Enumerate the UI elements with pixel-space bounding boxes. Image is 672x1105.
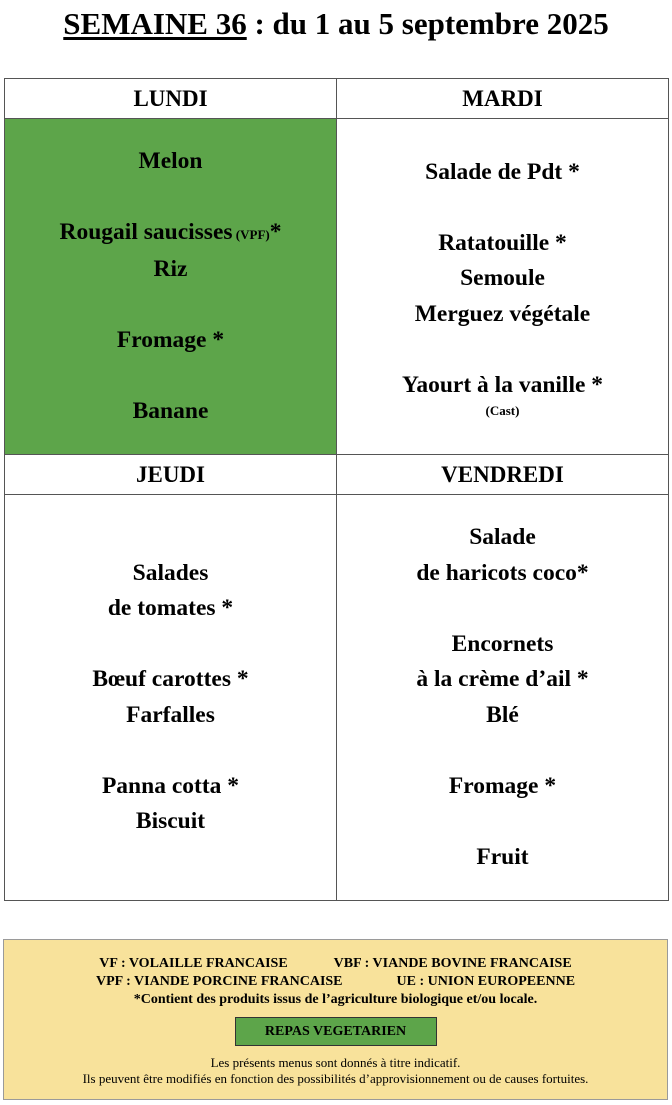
header-row-2 — [5, 455, 669, 495]
menu-item: Rougail saucisses (VPF)* — [59, 218, 282, 245]
legend-row-2 — [4, 973, 667, 991]
menu-item: Fruit — [476, 843, 529, 870]
origin-tag: (VPF) — [232, 226, 270, 242]
menu-item: Ratatouille * — [438, 229, 567, 256]
menu-item: Panna cotta * — [101, 772, 240, 799]
menu-item: de tomates * — [107, 595, 234, 621]
bio-asterisk: * — [269, 218, 282, 245]
legend-ue: UE : UNION EUROPEENNE — [396, 974, 576, 989]
menu-item: Fromage * — [116, 327, 225, 353]
menu-item: Blé — [486, 701, 519, 728]
tuesday-menu — [337, 119, 669, 455]
disclaimer-line-2: Ils peuvent être modifiés en fonction des possibilités d’approvisionnement ou de causes fortuites. — [82, 1071, 589, 1086]
date-range: : du 1 au 5 septembre 2025 — [246, 6, 609, 41]
menu-item: de haricots coco* — [416, 559, 589, 586]
legend-vbf: VBF : VIANDE BOVINE FRANCAISE — [333, 956, 572, 971]
disclaimer-line-1: Les présents menus sont donnés à titre indicatif. — [210, 1055, 461, 1070]
menu-item — [337, 733, 668, 769]
menu-item: Salade — [469, 524, 536, 550]
menu-item: Fromage * — [448, 772, 557, 799]
disclaimer — [4, 1055, 667, 1087]
menu-item — [5, 627, 336, 663]
menu-item — [337, 332, 668, 368]
menu-item: Semoule — [460, 265, 545, 292]
legend-bio-note: *Contient des produits issus de l’agriculture biologique et/ou locale. — [133, 992, 538, 1007]
menu-item: Banane — [132, 398, 209, 424]
menu-item: Encornets — [451, 630, 554, 657]
menu-row-1 — [5, 119, 669, 455]
legend-vpf: VPF : VIANDE PORCINE FRANCAISE — [95, 974, 343, 989]
menu-item: Farfalles — [126, 701, 215, 728]
menu-item — [5, 179, 336, 215]
menu-note: (Cast) — [485, 403, 520, 419]
day-header-friday: VENDREDI — [337, 455, 669, 495]
menu-item — [5, 733, 336, 769]
menu-item: Biscuit — [135, 808, 206, 834]
vegetarian-meal-badge: REPAS VEGETARIEN — [235, 1017, 437, 1046]
menu-item: Riz — [153, 256, 188, 282]
header-row-1 — [5, 79, 669, 119]
menu-row-2 — [5, 495, 669, 901]
friday-menu — [337, 495, 669, 901]
menu-item: Salade de Pdt * — [425, 158, 580, 185]
day-header-thursday: JEUDI — [5, 455, 337, 495]
menu-item: Melon — [138, 147, 203, 174]
day-header-tuesday: MARDI — [337, 79, 669, 119]
monday-menu — [5, 119, 337, 455]
menu-item — [5, 359, 336, 395]
menu-item: à la crème d’ail * — [416, 666, 589, 692]
weekly-menu-table — [4, 78, 669, 901]
week-label: SEMAINE 36 — [63, 6, 247, 41]
menu-item: Merguez végétale — [414, 300, 591, 327]
thursday-menu — [5, 495, 337, 901]
legend-box — [3, 939, 668, 1100]
menu-item: Bœuf carottes * — [92, 666, 249, 692]
menu-item — [337, 804, 668, 840]
day-header-monday: LUNDI — [5, 79, 337, 119]
page-title — [0, 6, 672, 42]
menu-item: Salades — [132, 559, 209, 586]
menu-item — [5, 288, 336, 324]
menu-item: Yaourt à la vanille * — [401, 371, 604, 398]
legend-vf: VF : VOLAILLE FRANCAISE — [99, 956, 288, 971]
menu-item — [337, 190, 668, 226]
menu-item — [337, 591, 668, 627]
legend-row-1 — [4, 955, 667, 973]
